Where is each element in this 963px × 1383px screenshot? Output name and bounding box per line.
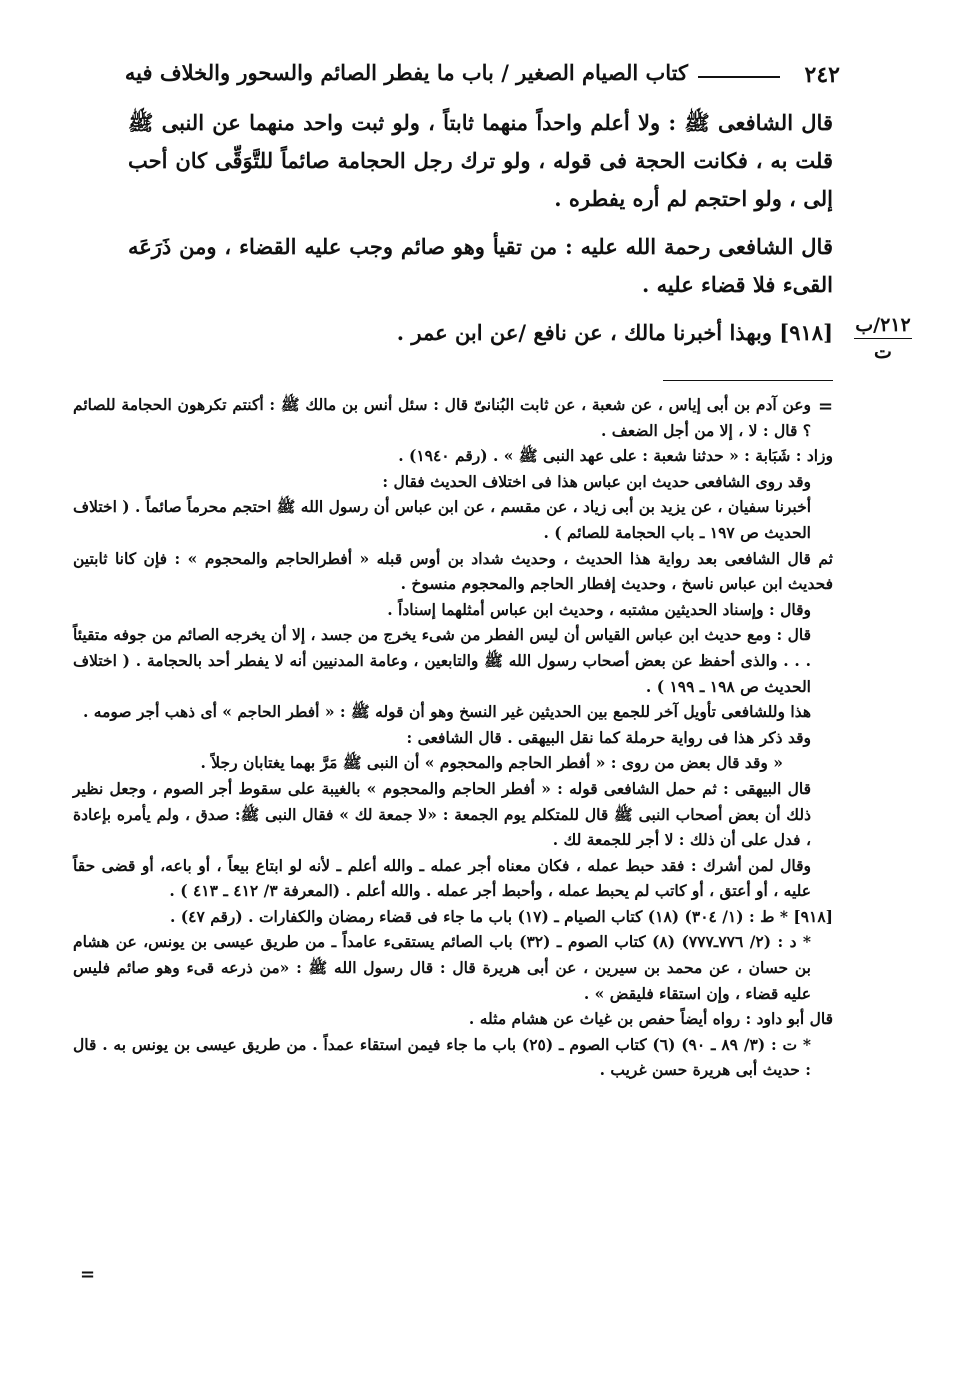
source-reference: قال أبو داود : رواه أيضاً حفص بن غياث عن هشام مثله . bbox=[468, 1009, 833, 1029]
main-paragraph: [٩١٨] وبهذا أخبرنا مالك ، عن نافع /عن ابن عمر . bbox=[396, 320, 833, 345]
footnote-line: وقال : وإسناد الحديثين مشتبه ، وحديث ابن عباس أمثلهما إسناداً . bbox=[387, 599, 811, 619]
continuation-mark-bottom: = bbox=[80, 1264, 96, 1285]
source-reference: * د : (٢/ ٧٧٦ـ٧٧٧) (٨) كتاب الصوم ـ (٣٢) باب الصائم يستقىء عامداً ـ من طريق عيسى بن يونس، عن هشام بن حسان ، عن محمد بن سيرين ، عن أبى هريرة قال : قال رسول الله ﷺ : «من ذرعه قىء وهو صائم فليس عليه قضاء ، وإن استقاء فليقض » . bbox=[73, 932, 811, 1003]
header-dash-rule bbox=[698, 76, 780, 78]
footnote-line: قال البيهقى : ثم حمل الشافعى قوله : « أفطر الحاجم والمحجوم » بالغيبة على سقوط أجر الصوم ، وجعل نظير ذلك أن بعض أصحاب النبى ﷺ قال للمتكلم يوم الجمعة : «لا جمعة لك » فقال النبى ﷺ: صدق ، ولم يأمره بإعادة ، فدل على أن ذلك : لا أجر للجمعة لك . bbox=[73, 778, 811, 850]
margin-folio-note bbox=[848, 314, 918, 363]
footnote-line: وقد روى الشافعى حديث ابن عباس هذا فى اختلاف الحديث فقال : bbox=[382, 471, 811, 491]
footnote-line: وعن آدم بن أبى إياس ، عن شعبة ، عن ثابت البُنانىّ قال : سئل أنس بن مالك ﷺ : أكنتم تكرهون الحجامة للصائم ؟ قال : لا ، إلا من أجل الضعف . bbox=[73, 395, 811, 440]
running-title: كتاب الصيام الصغير / باب ما يفطر الصائم والسحور والخلاف فيه bbox=[124, 60, 688, 85]
margin-folio-divider bbox=[854, 338, 912, 339]
page-number: ٢٤٢ bbox=[804, 62, 840, 88]
footnote-line: وزاد : شَبَابة : « حدثنا شعبة : على عهد النبى ﷺ » . (رقم ١٩٤٠) . bbox=[398, 446, 833, 466]
source-reference: [٩١٨] * ط : (١/ ٣٠٤) (١٨) كتاب الصيام ـ (١٧) باب ما جاء فى قضاء رمضان والكفارات . (رقم ٤٧) . bbox=[170, 906, 833, 926]
continuation-mark-top: = bbox=[818, 396, 834, 417]
margin-folio-bottom: ت bbox=[874, 341, 892, 363]
footnote-line: « وقد قال بعض من روى : « أفطر الحاجم والمحجوم » أن النبى ﷺ مَرَّ بهما يغتابان رجلاً . bbox=[200, 753, 783, 773]
footnote-separator-rule bbox=[663, 380, 833, 381]
footnote-line: أخبرنا سفيان ، عن يزيد بن أبى زياد ، عن مقسم ، عن ابن عباس أن رسول الله ﷺ احتجم محرماً صائماً . ( اختلاف الحديث ص ١٩٧ ـ باب الحجامة للصائم ) . bbox=[73, 497, 811, 542]
margin-folio-top: ٢١٢/ب bbox=[855, 314, 911, 336]
footnote-line: ثم قال الشافعى بعد رواية هذا الحديث ، وحديث شداد بن أوس قبله « أفطرالحاجم والمحجوم » : فإن كانا ثابتين فحديث ابن عباس ناسخ ، وحديث إفطار الحاجم والمحجوم منسوخ . bbox=[73, 548, 833, 594]
footnote-line: قال : ومع حديث ابن عباس القياس أن ليس الفطر من شىء يخرج من جسد ، إلا أن يخرجه الصائم من جوفه متقيئاً . . . والذى أحفظ عن بعض أصحاب رسول الله ﷺ والتابعين ، وعامة المدنيين أنه لا يفطر أحد بالحجامة . ( اختلاف الحديث ص ١٩٨ ـ ١٩٩ ) . bbox=[73, 625, 811, 696]
main-text bbox=[128, 104, 833, 362]
main-paragraph: قال الشافعى رحمة الله عليه : من تقيأ وهو صائم وجب عليه القضاء ، ومن ذَرَعَه القىء فلا قضاء عليه . bbox=[128, 234, 833, 297]
footnote-line: وقد ذكر هذا فى رواية حرملة كما نقل البيهقى . قال الشافعى : bbox=[406, 727, 811, 747]
source-reference: * ت : (٣/ ٨٩ ـ ٩٠) (٦) كتاب الصوم ـ (٢٥) باب ما جاء فيمن استقاء عمداً . من طريق عيسى بن يونس به . قال : حديث أبى هريرة حسن غريب . bbox=[73, 1034, 811, 1080]
footnotes bbox=[73, 392, 833, 1083]
page-header bbox=[60, 60, 840, 94]
footnote-line: هذا وللشافعى تأويل آخر للجمع بين الحديثين غير النسخ وهو أن قوله ﷺ : « أفطر الحاجم » أى ذهب أجر صومه . bbox=[82, 702, 811, 722]
main-paragraph: قال الشافعى ﷺ : ولا أعلم واحداً منهما ثابتاً ، ولو ثبت واحد منهما عن النبى ﷺ قلت به ، فكانت الحجة فى قوله ، ولو ترك رجل الحجامة صائماً للتَّوَقِّى كان أحب إلى ، ولو احتجم لم أره يفطره . bbox=[128, 110, 833, 211]
footnote-line: وقال لمن أشرك : فقد حبط عمله ، فكان معناه أجر عمله ـ والله أعلم ـ لأنه لو ابتاع بيعاً ، أو باعه، أو قضى حقاً عليه ، أو أعتق ، أو كاتب لم يحبط عمله ، وأحبط أجر عمله . والله أعلم . (المعرفة ٣/ ٤١٢ ـ ٤١٣ ) . bbox=[73, 855, 811, 901]
